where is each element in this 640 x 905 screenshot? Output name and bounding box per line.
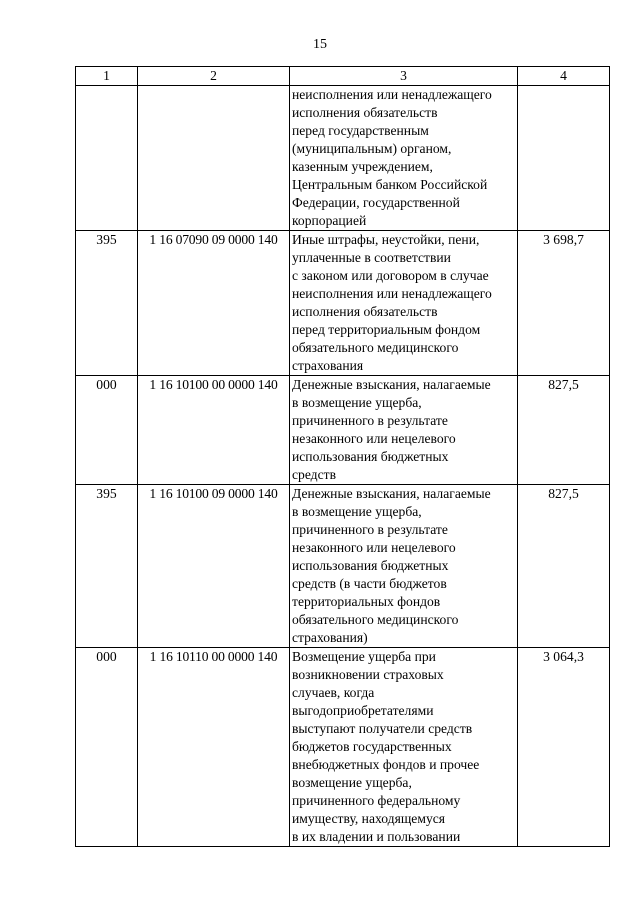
admin-code-cell: 000 bbox=[76, 648, 138, 847]
income-name-cell: Денежные взыскания, налагаемые в возмещение ущерба, причиненного в результате незаконного или нецелевого использования бюджетных средств (в части бюджетов территориальных фондов обязательного медицинского страхования) bbox=[290, 485, 518, 648]
table-row bbox=[76, 648, 610, 847]
amount-cell: 827,5 bbox=[518, 485, 610, 648]
column-header: 3 bbox=[290, 67, 518, 86]
income-name-cell: Иные штрафы, неустойки, пени, уплаченные в соответствии с законом или договором в случае неисполнения или ненадлежащего исполнения обязательств перед территориальным фондом обязательного медицинского страхования bbox=[290, 231, 518, 376]
admin-code-cell: 395 bbox=[76, 485, 138, 648]
table-row bbox=[76, 86, 610, 231]
page-number: 15 bbox=[313, 37, 327, 52]
table-row bbox=[76, 376, 610, 485]
income-name-cell: Денежные взыскания, налагаемые в возмещение ущерба, причиненного в результате незаконного или нецелевого использования бюджетных средств bbox=[290, 376, 518, 485]
column-header: 4 bbox=[518, 67, 610, 86]
amount-cell: 827,5 bbox=[518, 376, 610, 485]
admin-code-cell: 000 bbox=[76, 376, 138, 485]
column-header: 2 bbox=[138, 67, 290, 86]
income-name-cell: неисполнения или ненадлежащего исполнения обязательств перед государственным (муниципальным) органом, казенным учреждением, Центральным банком Российской Федерации, государственной корпорацией bbox=[290, 86, 518, 231]
admin-code-cell: 395 bbox=[76, 231, 138, 376]
budget-code-cell bbox=[138, 86, 290, 231]
budget-table bbox=[75, 66, 610, 847]
budget-code-cell: 1 16 10100 00 0000 140 bbox=[138, 376, 290, 485]
budget-code-cell: 1 16 10100 09 0000 140 bbox=[138, 485, 290, 648]
income-name-cell: Возмещение ущерба при возникновении страховых случаев, когда выгодоприобретателями выступают получатели средств бюджетов государственных внебюджетных фондов и прочее возмещение ущерба, причиненного федеральному имуществу, находящемуся в их владении и пользовании bbox=[290, 648, 518, 847]
budget-code-cell: 1 16 10110 00 0000 140 bbox=[138, 648, 290, 847]
admin-code-cell bbox=[76, 86, 138, 231]
amount-cell: 3 698,7 bbox=[518, 231, 610, 376]
column-header: 1 bbox=[76, 67, 138, 86]
table-row bbox=[76, 485, 610, 648]
table-row bbox=[76, 231, 610, 376]
amount-cell bbox=[518, 86, 610, 231]
amount-cell: 3 064,3 bbox=[518, 648, 610, 847]
table-header-row bbox=[76, 67, 610, 86]
budget-code-cell: 1 16 07090 09 0000 140 bbox=[138, 231, 290, 376]
